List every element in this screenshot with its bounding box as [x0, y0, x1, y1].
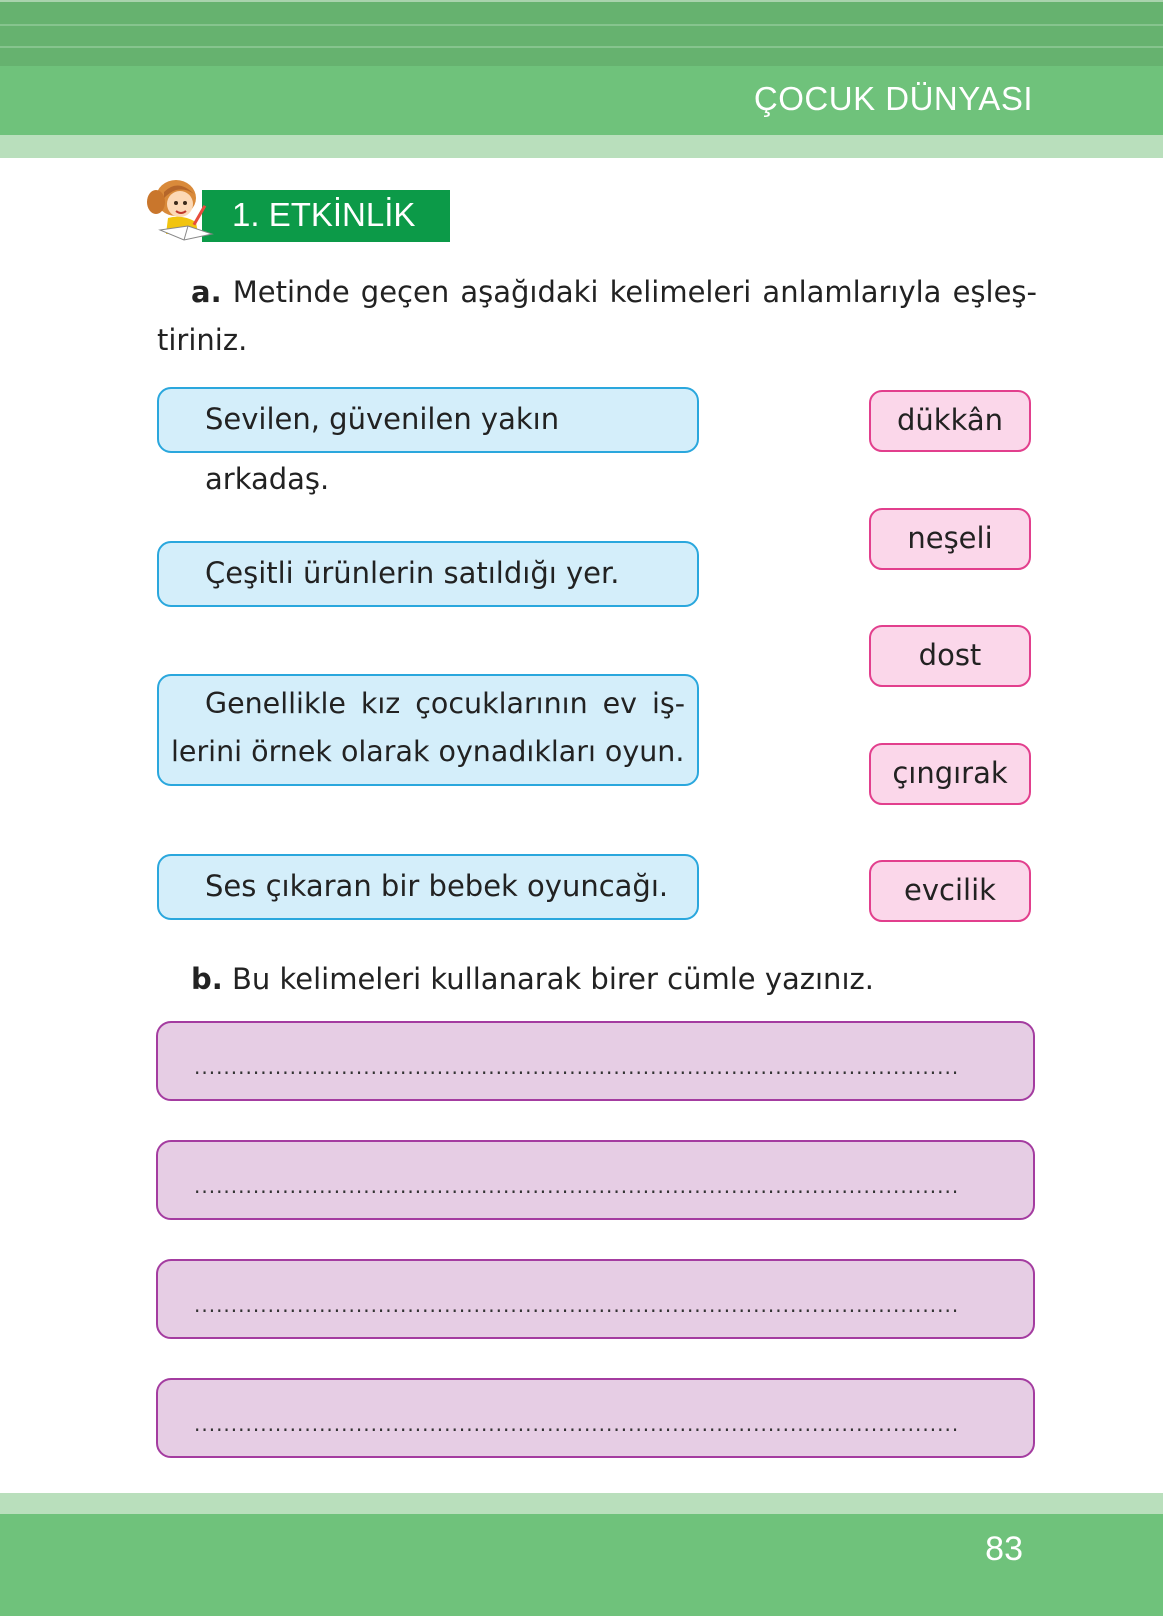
instruction-b-text: Bu kelimeleri kullanarak birer cümle yazınız. [232, 962, 874, 996]
instruction-b [191, 955, 1071, 1003]
instruction-a [157, 268, 1037, 364]
girl-reading-icon [142, 174, 222, 246]
definition-text-line2: lerini örnek olarak oynadıkları oyun. [171, 735, 685, 768]
footer-bar [0, 1514, 1163, 1616]
header-stripe [0, 24, 1163, 26]
word-box: dükkân [869, 390, 1031, 452]
instruction-a-line1: Metinde geçen aşağıdaki kelimeleri anlamlarıyla eşleş- [232, 275, 1038, 309]
dotted-line: ........................................................................................................ [194, 1057, 960, 1079]
header-title: ÇOCUK DÜNYASI [753, 80, 1033, 117]
word-box: evcilik [869, 860, 1031, 922]
writing-line-box[interactable] [156, 1378, 1035, 1458]
writing-line-box[interactable] [156, 1021, 1035, 1101]
definition-text: Ses çıkaran bir bebek oyuncağı. [205, 869, 669, 903]
header-bar [0, 66, 1163, 135]
instruction-a-letter: a. [191, 275, 222, 309]
word-box: çıngırak [869, 743, 1031, 805]
page-number: 83 [985, 1530, 1023, 1568]
writing-line-box[interactable] [156, 1259, 1035, 1339]
definition-box [157, 674, 699, 786]
header-stripe [0, 46, 1163, 48]
instruction-b-letter: b. [191, 962, 223, 996]
footer-light-strip [0, 1493, 1163, 1514]
definition-box [157, 541, 699, 607]
definition-text: Sevilen, güvenilen yakın arkadaş. [205, 402, 560, 496]
definition-box [157, 387, 699, 496]
definition-text-line1: Genellikle kız çocuklarının ev iş- [205, 687, 685, 720]
dotted-line: ........................................................................................................ [194, 1295, 960, 1317]
activity-badge [202, 190, 450, 242]
activity-heading [142, 174, 452, 246]
header-top-band [0, 0, 1163, 66]
word-box: dost [869, 625, 1031, 687]
writing-line-box[interactable] [156, 1140, 1035, 1220]
word-box: neşeli [869, 508, 1031, 570]
definition-text: Çeşitli ürünlerin satıldığı yer. [205, 556, 620, 590]
dotted-line: ........................................................................................................ [194, 1414, 960, 1436]
header-light-strip [0, 135, 1163, 158]
instruction-a-line2: tiriniz. [157, 323, 248, 357]
dotted-line: ........................................................................................................ [194, 1176, 960, 1198]
activity-label: 1. ETKİNLİK [232, 196, 416, 233]
definition-box [157, 854, 699, 920]
